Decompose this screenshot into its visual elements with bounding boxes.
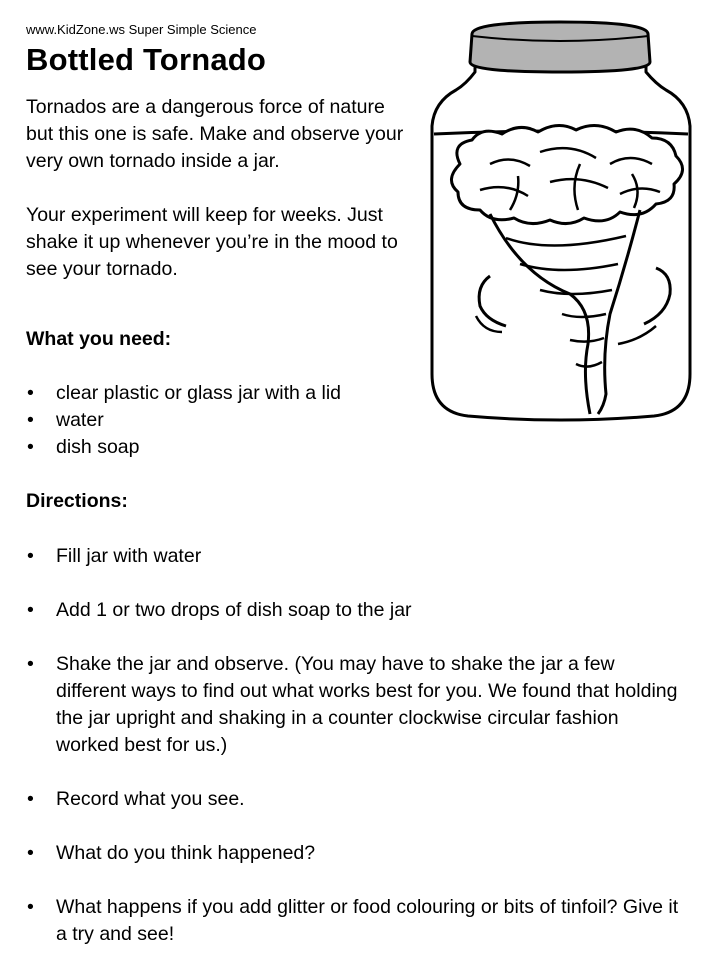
page-title: Bottled Tornado (26, 42, 267, 77)
jar-lid (470, 22, 650, 72)
source-credit: www.KidZone.ws Super Simple Science (26, 22, 257, 37)
list-item: • dish soap (26, 434, 686, 461)
intro-text (26, 94, 406, 283)
list-item: • water (26, 407, 686, 434)
directions-list (26, 543, 686, 975)
list-item: • clear plastic or glass jar with a lid (26, 380, 686, 407)
supplies-list (26, 380, 686, 461)
list-item: • Record what you see. (26, 786, 686, 813)
intro-paragraph: Tornados are a dangerous force of nature but this one is safe. Make and observe your very own tornado inside a jar. (26, 96, 404, 172)
tornado-in-jar-icon (420, 14, 700, 434)
list-item: • Fill jar with water (26, 543, 686, 570)
intro-paragraph: Your experiment will keep for weeks. Just shake it up whenever you’re in the mood to see your tornado. (26, 204, 398, 280)
directions-heading: Directions: (26, 490, 128, 512)
what-you-need-heading: What you need: (26, 328, 172, 350)
list-item: • Shake the jar and observe. (You may have to shake the jar a few different ways to find out what works best for you. We found that holding the jar upright and shaking in a counter clockwise circular fashion worked best for us.) (26, 651, 686, 759)
list-item: • Add 1 or two drops of dish soap to the jar (26, 597, 686, 624)
list-item: • What do you think happened? (26, 840, 686, 867)
list-item: • What happens if you add glitter or food colouring or bits of tinfoil? Give it a try and see! (26, 894, 686, 948)
